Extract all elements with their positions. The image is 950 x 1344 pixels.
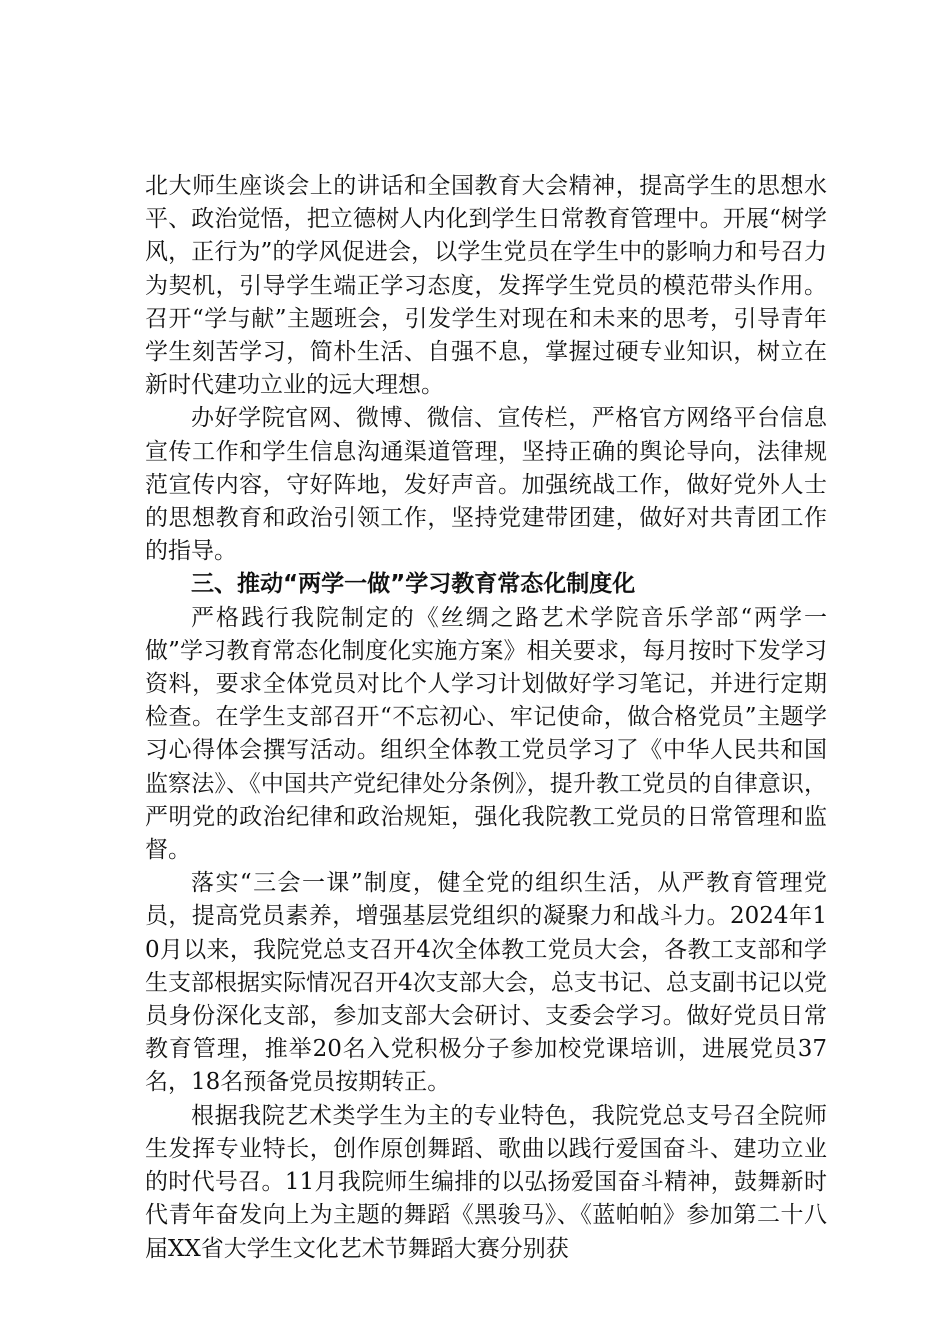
paragraph-study-plan: 严格践行我院制定的《丝绸之路艺术学院音乐学部“两学一做”学习教育常态化制度化实施方案》相关要求，每月按时下发学习资料，要求全体党员对比个人学习计划做好学习笔记，并进行定期检查。在学生支部召开“不忘初心、牢记使命，做合格党员”主题学习心得体会撰写活动。组织全体教工党员学习了《中华人民共和国监察法》、《中国共产党纪律处分条例》，提升教工党员的自律意识，严明党的政治纪律和政治规矩，强化我院教工党员的日常管理和监督。	[145, 604, 827, 864]
paragraph-three-meetings: 落实“三会一课”制度，健全党的组织生活，从严教育管理党员，提高党员素养，增强基层党组织的凝聚力和战斗力。2024年10月以来，我院党总支召开4次全体教工党员大会，各教工支部和学生支部根据实际情况召开4次支部大会，总支书记、总支副书记以党员身份深化支部，参加支部大会研讨、支委会学习。做好党员日常教育管理，推举20名入党积极分子参加校党课培训，进展党员37名，18名预备党员按期转正。	[145, 870, 827, 1096]
paragraph-art-creation: 根据我院艺术类学生为主的专业特色，我院党总支号召全院师生发挥专业特长，创作原创舞蹈、歌曲以践行爱国奋斗、建功立业的时代号召。11月我院师生编排的以弘扬爱国奋斗精神，鼓舞新时代青年奋发向上为主题的舞蹈《黑骏马》、《蓝帕帕》参加第二十八届XX省大学生文化艺术节舞蹈大赛分别获	[145, 1102, 827, 1262]
section-heading-three: 三、推动“两学一做”学习教育常态化制度化	[191, 571, 636, 598]
paragraph-website-publicity: 办好学院官网、微博、微信、宣传栏，严格官方网络平台信息宣传工作和学生信息沟通渠道管理，坚持正确的舆论导向，法律规范宣传内容，守好阵地，发好声音。加强统战工作，做好党外人士的思想教育和政治引领工作，坚持党建带团建，做好对共青团工作的指导。	[145, 405, 827, 565]
document-page	[145, 170, 827, 1266]
paragraph-continuation: 北大师生座谈会上的讲话和全国教育大会精神，提高学生的思想水平、政治觉悟，把立德树人内化到学生日常教育管理中。开展“树学风，正行为”的学风促进会，以学生党员在学生中的影响力和号召力为契机，引导学生端正学习态度，发挥学生党员的模范带头作用。召开“学与献”主题班会，引发学生对现在和未来的思考，引导青年学生刻苦学习，简朴生活、自强不息，掌握过硬专业知识，树立在新时代建功立业的远大理想。	[145, 173, 827, 399]
